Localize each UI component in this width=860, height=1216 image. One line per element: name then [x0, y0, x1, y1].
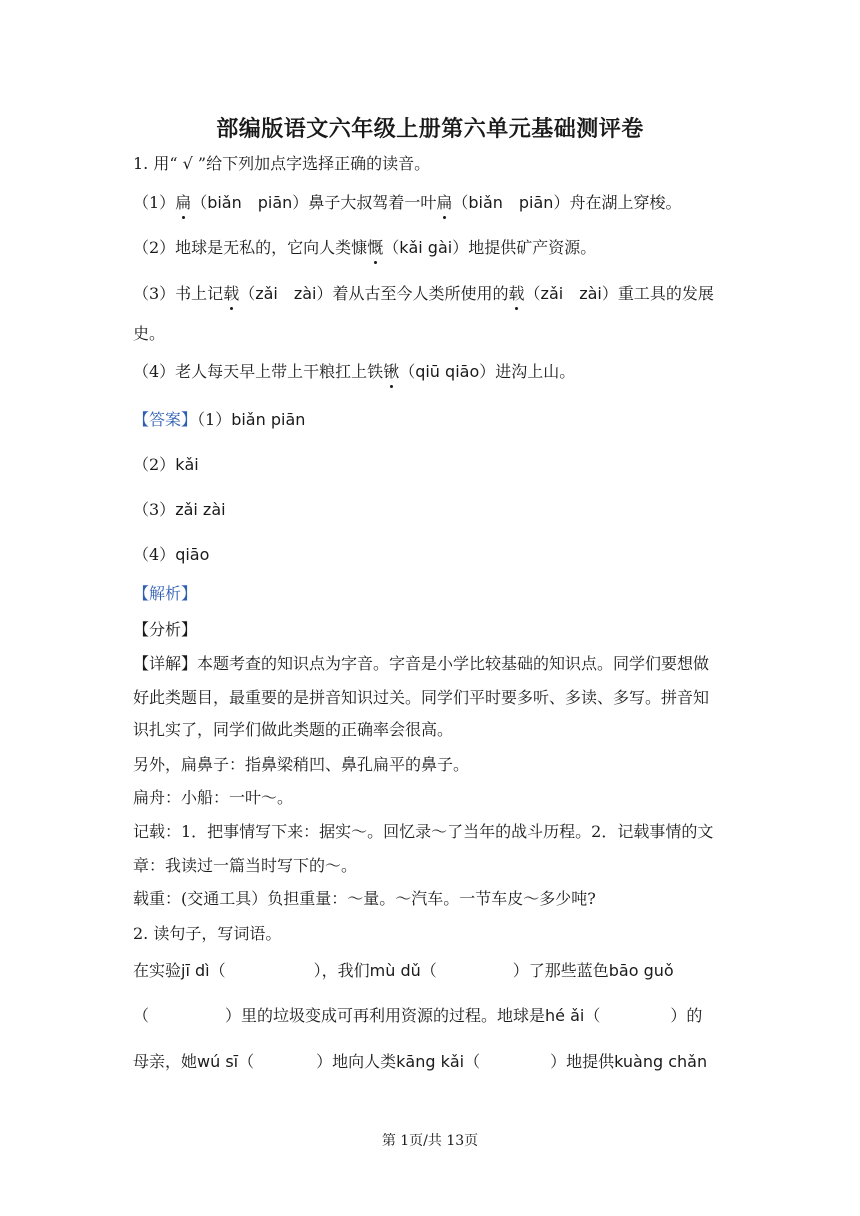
analysis-label: 【解析】	[133, 584, 198, 603]
answer-line-1: 【答案】（1）biǎn piān	[133, 410, 306, 429]
dotted-char: 锹	[383, 362, 400, 381]
q1-item-2: （2）地球是无私的，它向人类慷慨（kǎi gài）地提供矿产资源。	[133, 238, 597, 257]
dotted-char: 扁	[175, 193, 192, 212]
q1-item-1: （1）扁（biǎn piān）鼻子大叔驾着一叶扁（biǎn piān）舟在湖上穿梭。	[133, 193, 682, 212]
detail-line: 记载：1．把事情写下来：据实～。回忆录～了当年的战斗历程。2．记载事情的文	[133, 822, 714, 841]
answer-line-2: （2）kǎi	[133, 455, 199, 474]
detail-line: 【详解】本题考查的知识点为字音。字音是小学比较基础的知识点。同学们要想做	[133, 654, 710, 673]
q2-line-2: （ ）里的垃圾变成可再利用资源的过程。地球是hé ǎi（ ）的	[133, 1006, 703, 1025]
answer-label: 【答案】	[133, 410, 198, 429]
answer-line-3: （3）zǎi zài	[133, 500, 226, 519]
q2-stem: 2. 读句子，写词语。	[133, 924, 282, 943]
detail-line: 识扎实了，同学们做此类题的正确率会很高。	[133, 720, 454, 739]
q1-item-3: （3）书上记载（zǎi zài）着从古至今人类所使用的载（zǎi zài）重工具的发展	[133, 284, 714, 303]
dotted-char: 慨	[367, 238, 384, 257]
dotted-char: 扁	[436, 193, 453, 212]
q1-item-3-cont: 史。	[133, 324, 166, 343]
detail-line: 载重：(交通工具）负担重量：～量。～汽车。一节车皮～多少吨?	[133, 889, 596, 908]
q2-line-3: 母亲，她wú sī（ ）地向人类kāng kǎi（ ）地提供kuàng chǎn	[133, 1052, 708, 1071]
page-number: 第 1页/共 13页	[381, 1133, 479, 1149]
detail-line: 章：我读过一篇当时写下的～。	[133, 856, 358, 875]
q2-line-1: 在实验jī dì（ ），我们mù dǔ（ ）了那些蓝色bāo guǒ	[133, 961, 674, 980]
fenxi-label: 【分析】	[133, 620, 198, 639]
q1-item-4: （4）老人每天早上带上干粮扛上铁锹（qiū qiāo）进沟上山。	[133, 362, 576, 381]
dotted-char: 载	[508, 284, 525, 303]
answer-line-4: （4）qiāo	[133, 545, 210, 564]
detail-line: 好此类题目，最重要的是拼音知识过关。同学们平时要多听、多读、多写。拼音知	[133, 688, 710, 707]
detail-line: 另外，扁鼻子：指鼻梁稍凹、鼻孔扁平的鼻子。	[133, 755, 470, 774]
q1-stem: 1. 用“ √ ”给下列加点字选择正确的读音。	[133, 154, 431, 173]
dotted-char: 载	[223, 284, 240, 303]
page-title: 部编版语文六年级上册第六单元基础测评卷	[216, 116, 644, 142]
detail-line: 扁舟：小船：一叶～。	[133, 788, 294, 807]
